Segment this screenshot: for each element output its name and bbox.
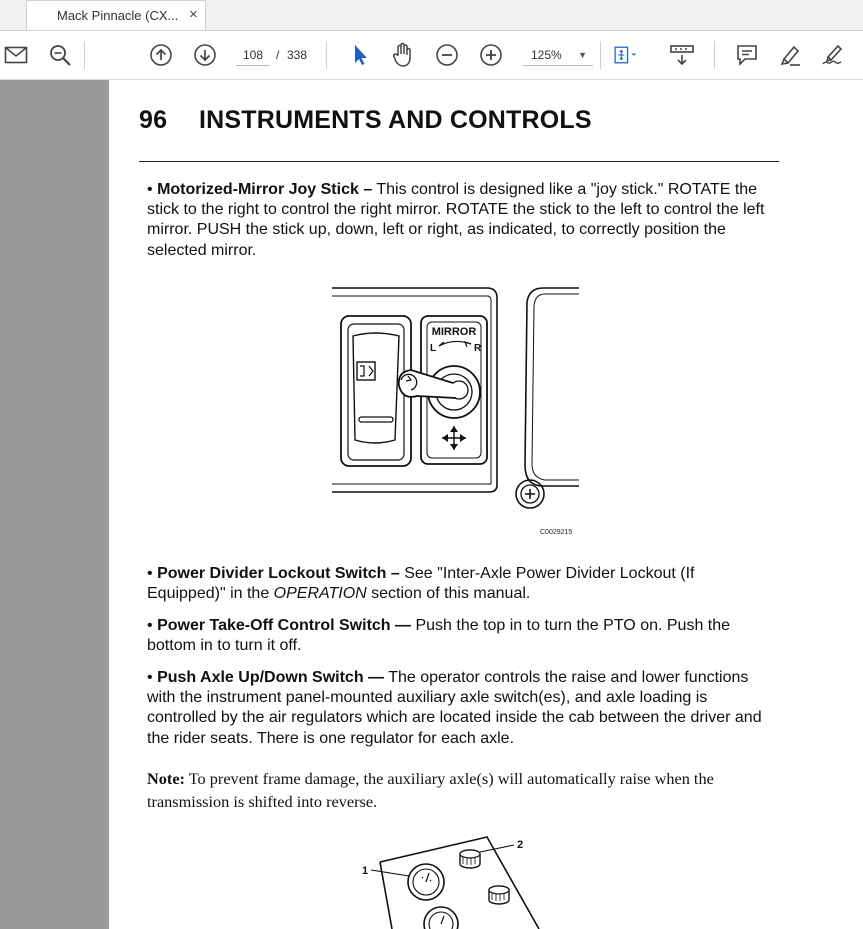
toolbar-divider xyxy=(326,41,327,69)
tab-bar xyxy=(0,0,863,31)
fit-page-icon[interactable] xyxy=(612,41,640,69)
item-text: See "Inter-Axle Power Divider Lockout (If Equipped)" in the xyxy=(147,565,695,603)
zoom-out-icon[interactable] xyxy=(433,41,461,69)
bullet: • xyxy=(147,669,153,686)
item-text: The operator controls the raise and lower functions with the instrument panel-mounted auxiliary axle switch(es), and axle loading is controlled by the air regulators which are located inside the cab between the driver and the rider seats. There is one regulator for each axle. xyxy=(147,669,762,747)
right-label: R xyxy=(474,343,482,354)
toolbar-divider xyxy=(600,41,601,69)
bullet: • xyxy=(147,565,153,582)
item-term: Push Axle Up/Down Switch — xyxy=(157,669,385,686)
axle-regulator-figure xyxy=(359,832,559,929)
left-label: L xyxy=(430,343,437,354)
page-total: 338 xyxy=(287,48,308,62)
hand-icon[interactable] xyxy=(389,41,417,69)
mail-icon[interactable] xyxy=(2,41,30,69)
zoom-in-icon[interactable] xyxy=(477,41,505,69)
page-number-input[interactable]: 108 xyxy=(236,45,270,66)
callout-1: 1 xyxy=(362,865,369,877)
zoom-value: 125% xyxy=(531,48,562,62)
toolbar xyxy=(0,31,863,80)
bullet: • xyxy=(147,181,153,198)
toolbar-divider xyxy=(84,41,85,69)
left-gutter xyxy=(0,80,109,929)
document-page xyxy=(109,80,863,929)
note-label: Note: xyxy=(147,769,185,788)
comment-icon[interactable] xyxy=(733,41,761,69)
item-term: Power Take-Off Control Switch — xyxy=(157,617,412,634)
prev-page-icon[interactable] xyxy=(147,41,175,69)
mirror-joystick-figure xyxy=(329,280,589,540)
mirror-label: MIRROR xyxy=(431,326,477,338)
item-text: section of this manual. xyxy=(366,585,531,603)
item-push-axle xyxy=(147,668,777,749)
close-tab-icon[interactable]: × xyxy=(189,6,198,23)
highlight-icon[interactable] xyxy=(776,41,804,69)
item-pto-switch xyxy=(147,616,777,656)
chevron-down-icon: ▼ xyxy=(578,50,587,60)
page-separator: / xyxy=(276,48,280,62)
tab-title: Mack Pinnacle (CX... xyxy=(57,8,179,23)
item-power-divider xyxy=(147,564,777,604)
next-page-icon[interactable] xyxy=(191,41,219,69)
callout-2: 2 xyxy=(517,839,524,851)
zoom-select[interactable] xyxy=(523,45,593,66)
sign-icon[interactable] xyxy=(820,41,848,69)
scroll-mode-icon[interactable] xyxy=(668,41,696,69)
page-number: 96 xyxy=(139,106,168,134)
zoom-search-icon[interactable] xyxy=(46,41,74,69)
heading-title: INSTRUMENTS AND CONTROLS xyxy=(199,106,592,134)
item-term: Motorized-Mirror Joy Stick – xyxy=(157,181,373,198)
bullet: • xyxy=(147,617,153,634)
select-cursor-icon[interactable] xyxy=(346,41,374,69)
document-tab[interactable] xyxy=(26,0,206,30)
toolbar-divider xyxy=(714,41,715,69)
heading-rule xyxy=(139,161,779,162)
item-text: This control is designed like a "joy stick." ROTATE the stick to the right to control the right mirror. ROTATE the stick to the left to control the left mirror. PUSH the stick up, down, left or right, as indicated, to correctly position the selected mirror. xyxy=(147,181,765,259)
item-text-italic: OPERATION xyxy=(273,585,367,603)
item-text: Push the top in to turn the PTO on. Push the bottom in to turn it off. xyxy=(147,617,731,655)
figure-caption: C0029215 xyxy=(540,529,573,536)
page-heading xyxy=(139,106,592,135)
item-mirror-joystick xyxy=(147,180,777,261)
note-text: To prevent frame damage, the auxiliary axle(s) will automatically raise when the transmission is shifted into reverse. xyxy=(147,769,714,811)
item-term: Power Divider Lockout Switch – xyxy=(157,565,400,582)
note-block xyxy=(147,767,777,813)
